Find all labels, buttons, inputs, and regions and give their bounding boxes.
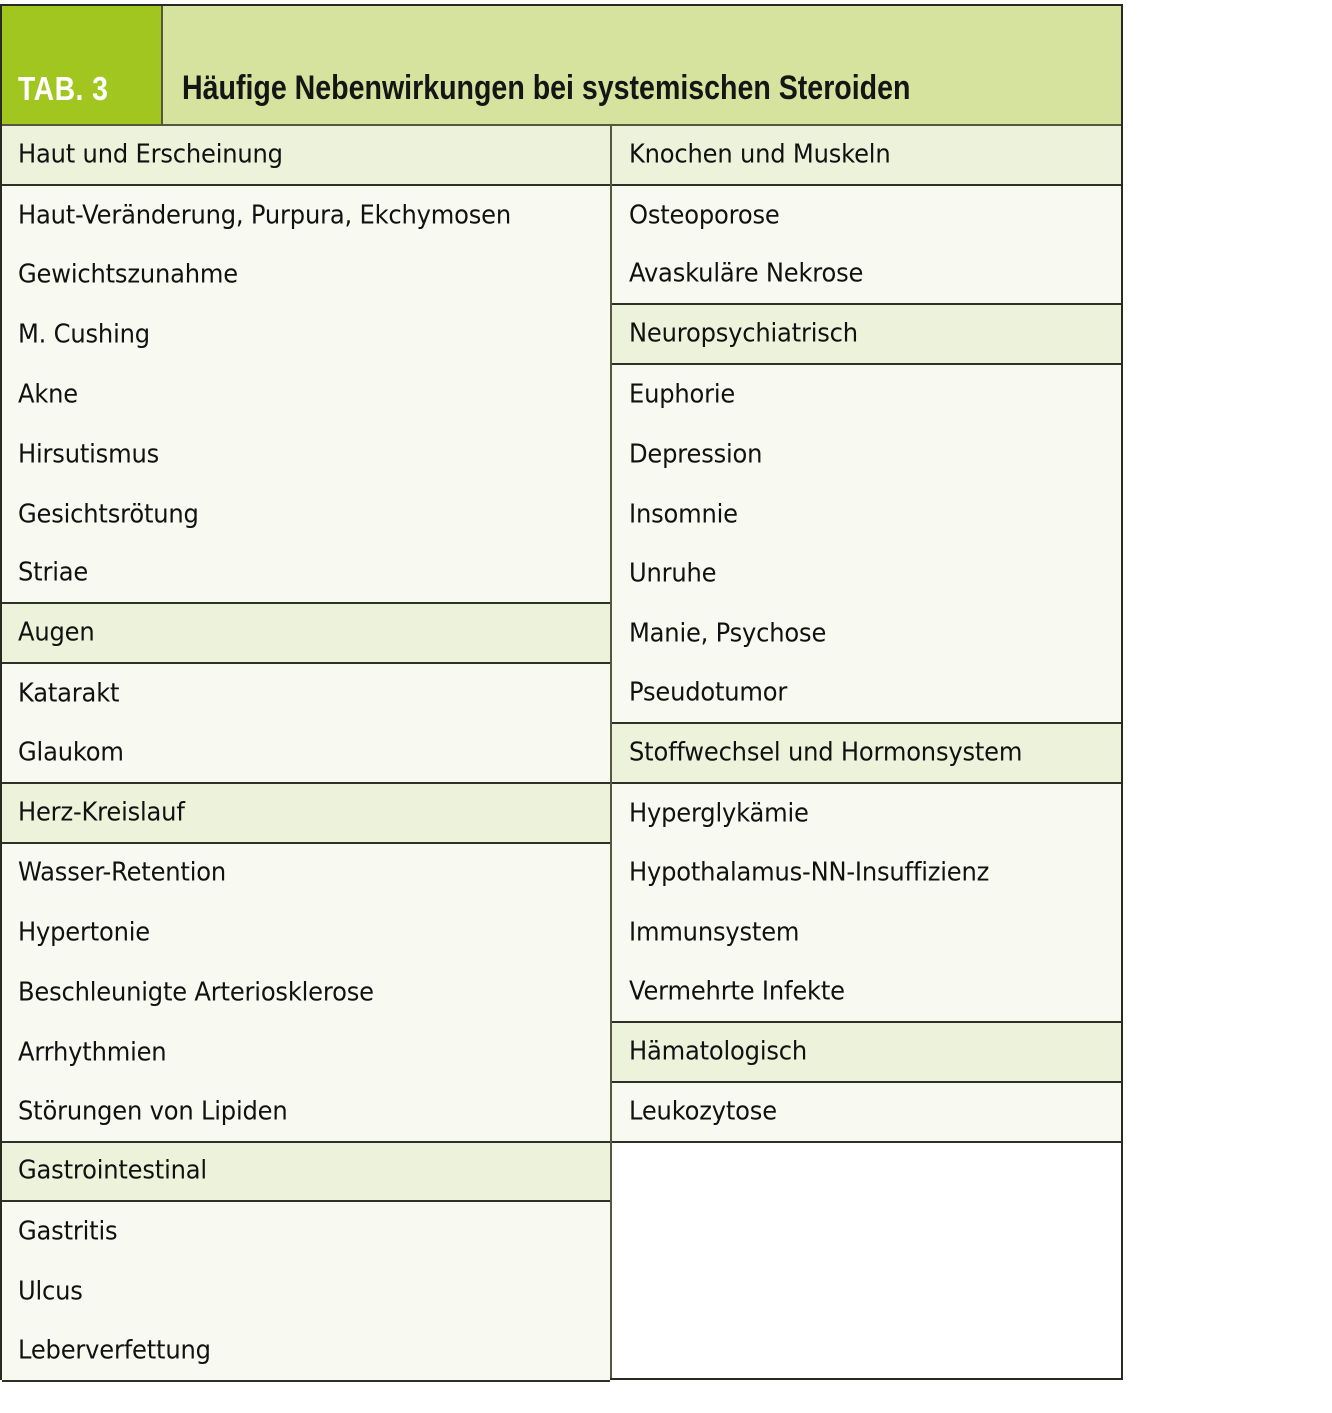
- category-section: [612, 305, 1121, 724]
- category-header-row: [612, 724, 1121, 784]
- side-effect-label: Insomnie: [629, 499, 738, 530]
- table-number-badge: [2, 6, 163, 124]
- category-header-row: [2, 784, 610, 844]
- category-header-row: [612, 126, 1121, 186]
- category-header-row: [612, 305, 1121, 365]
- side-effect-label: Akne: [18, 379, 79, 410]
- category-section: [2, 126, 610, 604]
- category-label: Herz-Kreislauf: [18, 797, 185, 828]
- side-effects-table: [0, 4, 1123, 1380]
- side-effect-label: Hypertonie: [18, 917, 151, 948]
- side-effect-row: [612, 1083, 1121, 1143]
- side-effect-label: M. Cushing: [18, 319, 150, 350]
- side-effect-label: Pseudotumor: [629, 677, 788, 708]
- side-effect-row: [2, 1023, 610, 1083]
- category-label: Neuropsychiatrisch: [629, 318, 858, 349]
- side-effect-row: [2, 365, 610, 425]
- category-label: Knochen und Muskeln: [629, 139, 891, 170]
- side-effect-row: [612, 844, 1121, 904]
- category-label: Stoffwechsel und Hormonsystem: [629, 737, 1023, 768]
- table-title: Häufige Nebenwirkungen bei systemischen Steroiden: [182, 69, 911, 107]
- side-effect-label: Hyperglykämie: [629, 798, 809, 829]
- side-effect-row: [2, 844, 610, 904]
- side-effect-row: [612, 425, 1121, 485]
- side-effect-row: [2, 186, 610, 246]
- side-effect-row: [2, 1262, 610, 1322]
- side-effect-row: [612, 485, 1121, 545]
- side-effect-row: [2, 1083, 610, 1143]
- side-effect-label: Katarakt: [18, 678, 120, 709]
- category-section: [2, 784, 610, 1143]
- side-effect-row: [2, 963, 610, 1023]
- table-header: [2, 6, 1121, 126]
- category-section: [2, 1143, 610, 1382]
- side-effect-label: Manie, Psychose: [629, 618, 827, 649]
- category-section: [612, 126, 1121, 305]
- side-effect-row: [612, 545, 1121, 605]
- category-header-row: [2, 1143, 610, 1203]
- left-column: [2, 126, 612, 1378]
- table-number: TAB. 3: [18, 70, 109, 107]
- category-label: Hämatologisch: [629, 1036, 808, 1067]
- category-label: Haut und Erscheinung: [18, 139, 283, 170]
- side-effect-row: [2, 485, 610, 545]
- side-effect-label: Immunsystem: [629, 917, 800, 948]
- side-effect-label: Euphorie: [629, 379, 736, 410]
- side-effect-row: [612, 664, 1121, 724]
- side-effect-label: Störungen von Lipiden: [18, 1096, 288, 1127]
- side-effect-label: Glaukom: [18, 737, 124, 768]
- side-effect-label: Hirsutismus: [18, 439, 159, 470]
- side-effect-row: [612, 903, 1121, 963]
- category-header-row: [2, 126, 610, 186]
- side-effect-label: Striae: [18, 557, 89, 588]
- category-label: Augen: [18, 617, 95, 648]
- side-effect-row: [612, 365, 1121, 425]
- side-effect-label: Leberverfettung: [18, 1335, 211, 1366]
- side-effect-row: [2, 1202, 610, 1262]
- side-effect-row: [612, 784, 1121, 844]
- side-effect-row: [2, 1322, 610, 1382]
- side-effect-label: Gesichtsrötung: [18, 499, 199, 530]
- side-effect-row: [2, 724, 610, 784]
- side-effect-label: Vermehrte Infekte: [629, 976, 845, 1007]
- side-effect-label: Avaskuläre Nekrose: [629, 258, 864, 289]
- side-effect-label: Ulcus: [18, 1276, 83, 1307]
- category-header-row: [612, 1023, 1121, 1083]
- side-effect-row: [612, 604, 1121, 664]
- right-column: [612, 126, 1121, 1143]
- side-effect-label: Haut-Veränderung, Purpura, Ekchymosen: [18, 200, 511, 231]
- side-effect-row: [612, 246, 1121, 306]
- category-label: Gastrointestinal: [18, 1155, 207, 1186]
- side-effect-row: [2, 305, 610, 365]
- side-effect-label: Beschleunigte Arteriosklerose: [18, 977, 374, 1008]
- side-effect-label: Unruhe: [629, 558, 717, 589]
- side-effect-label: Arrhythmien: [18, 1037, 167, 1068]
- side-effect-label: Osteoporose: [629, 200, 780, 231]
- side-effect-label: Leukozytose: [629, 1096, 777, 1127]
- side-effect-label: Gewichtszunahme: [18, 259, 238, 290]
- side-effect-label: Gastritis: [18, 1216, 118, 1247]
- side-effect-label: Hypothalamus-NN-Insuffizienz: [629, 857, 990, 888]
- side-effect-row: [2, 664, 610, 724]
- side-effect-row: [2, 425, 610, 485]
- side-effect-row: [2, 545, 610, 605]
- side-effect-row: [2, 246, 610, 306]
- category-header-row: [2, 604, 610, 664]
- category-section: [612, 724, 1121, 1023]
- side-effect-label: Depression: [629, 439, 763, 470]
- side-effect-row: [612, 963, 1121, 1023]
- category-section: [612, 1023, 1121, 1143]
- side-effect-row: [2, 903, 610, 963]
- side-effect-row: [612, 186, 1121, 246]
- category-section: [2, 604, 610, 783]
- side-effect-label: Wasser-Retention: [18, 857, 226, 888]
